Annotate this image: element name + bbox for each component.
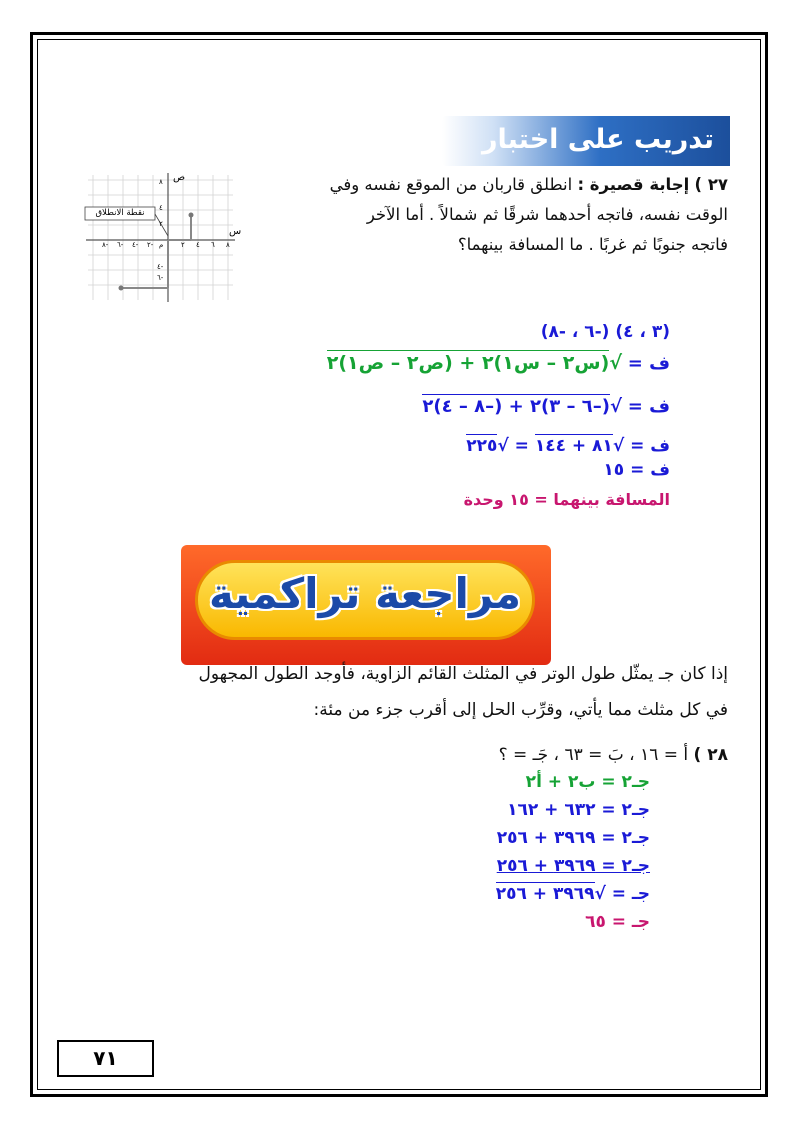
section-banner [442, 116, 730, 166]
pythagoras-squares-repeat: جـ٢ = ٣٩٦٩ + ٢٥٦ [496, 856, 650, 876]
step3-equals: = [514, 436, 529, 456]
x-axis-label: س [229, 226, 242, 237]
pythagoras-formula: جـ٢ = ب٢ + أ٢ [525, 772, 650, 792]
origin-label: م [159, 241, 164, 249]
hypotenuse-root: جـ = √٣٩٦٩ + ٢٥٦ [495, 884, 650, 904]
y-tick-2: ٢ [159, 220, 163, 228]
instructions-line-1: إذا كان جـ يمثّل طول الوتر في المثلث القائم الزاوية، فأوجد الطول المجهول [198, 664, 728, 684]
x-tick-neg6: ٦- [117, 241, 124, 249]
question-line-3: فاتجه جنوبًا ثم غربًا . ما المسافة بينهما؟ [457, 235, 728, 254]
x-tick-neg8: ٨- [102, 241, 109, 249]
section-title: تدريب على اختبار [481, 124, 714, 155]
x-tick-4: ٤ [196, 241, 200, 249]
formula-rhs: (س٢ – س١)٢ + (ص٢ – ص١)٢ [326, 352, 610, 374]
question-line-1: انطلق قاربان من الموقع نفسه وفي [329, 175, 573, 194]
x-tick-2: ٢ [181, 241, 185, 249]
x-tick-neg4: ٤- [132, 241, 139, 249]
sub-rhs: (–٦ – ٣)٢ + (–٨ – ٤)٢ [422, 396, 610, 417]
distance-result: ف = ١٥ [603, 460, 670, 480]
y-axis-label: ص [173, 172, 186, 183]
y-tick-neg4: ٤- [157, 263, 164, 271]
x-tick-6: ٦ [211, 241, 215, 249]
formula-lhs: ف = [627, 353, 670, 374]
review-instructions [48, 656, 728, 728]
question-line-2: الوقت نفسه، فاتجه أحدهما شرقًا ثم شمالاً . أما الآخر [366, 205, 728, 224]
step3-result: ٢٢٥ [466, 436, 498, 456]
hypotenuse-result: جـ = ٦٥ [585, 912, 650, 932]
review-title: مراجعة تراكمية [208, 569, 522, 618]
problem-27 [268, 170, 728, 260]
instructions-line-2: في كل مثلث مما يأتي، وقرِّب الحل إلى أقرب جزء من مئة: [313, 700, 728, 720]
step3-sum: ٨١ + ١٤٤ [534, 436, 613, 456]
y-tick-4: ٤ [159, 204, 163, 212]
hypotenuse-root-lhs: جـ = [611, 884, 650, 904]
sub-lhs: ف = [627, 396, 670, 417]
question-28-text: أ = ١٦ ، بَ = ٦٣ ، جَـ = ؟ [498, 745, 689, 765]
coordinate-graph [83, 170, 243, 305]
hypotenuse-root-rhs: ٣٩٦٩ + ٢٥٦ [495, 884, 595, 904]
pythagoras-substitution: جـ٢ = ٦٣٢ + ١٦٢ [507, 800, 650, 820]
review-badge [195, 560, 535, 640]
page-number: ٧١ [93, 1046, 118, 1070]
graph-svg [83, 170, 243, 305]
start-point-label: نقطة الانطلاق [95, 208, 145, 218]
question-number-27: ٢٧ ) [694, 175, 728, 194]
y-tick-8: ٨ [159, 178, 163, 186]
pythagoras-squares: جـ٢ = ٣٩٦٩ + ٢٥٦ [496, 828, 650, 848]
substitution-step: ف = √(–٦ – ٣)٢ + (–٨ – ٤)٢ [422, 396, 670, 417]
distance-formula: ف = √(س٢ – س١)٢ + (ص٢ – ص١)٢ [326, 352, 670, 374]
sum-step: ف = √٨١ + ١٤٤ = √٢٢٥ [466, 436, 670, 456]
problem-28 [499, 740, 728, 770]
y-tick-neg6: ٦- [157, 274, 164, 282]
distance-answer: المسافة بينهما = ١٥ وحدة [463, 490, 670, 509]
x-tick-8: ٨ [226, 241, 230, 249]
solution-points: (٣ ، ٤) (-٦ ، -٨) [540, 322, 670, 342]
x-tick-neg2: ٢- [147, 241, 154, 249]
page-number-box [57, 1040, 154, 1077]
question-label: إجابة قصيرة : [577, 175, 690, 194]
step3-lhs: ف = [630, 436, 670, 456]
question-number-28: ٢٨ ) [693, 745, 728, 765]
